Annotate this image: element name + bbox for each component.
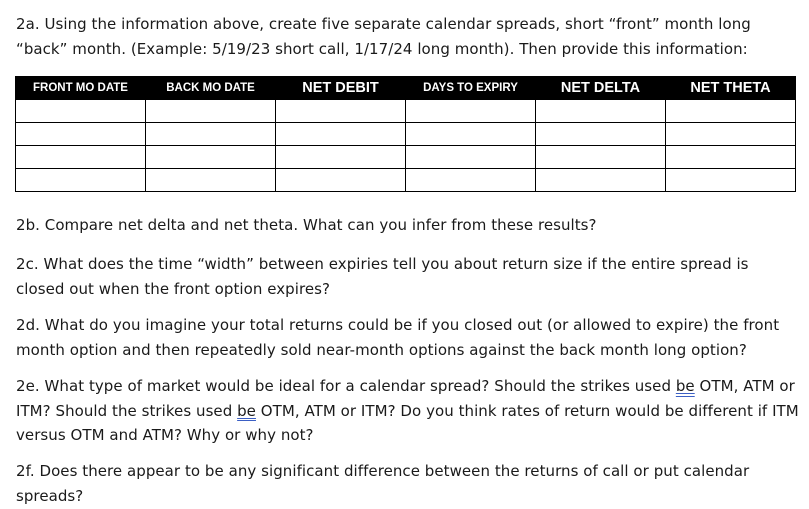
table-cell[interactable] (146, 123, 276, 146)
question-2e-part1: 2e. What type of market would be ideal for a calendar spread? Should the strikes used (16, 377, 676, 395)
question-2e-part3: OTM, ATM or ITM? Do you think rates of return would be different if ITM versus OTM and ATM? Why or why not? (16, 401, 799, 444)
table-cell[interactable] (536, 100, 666, 123)
table-cell[interactable] (276, 169, 406, 192)
header-net-delta: NET DELTA (536, 77, 666, 100)
table-cell[interactable] (146, 169, 276, 192)
header-net-theta: NET THETA (666, 77, 796, 100)
table-cell[interactable] (536, 169, 666, 192)
question-2c: 2c. What does the time “width” between expiries tell you about return size if the entire spread is closed out when the front option expires? (16, 255, 749, 298)
table-row (16, 123, 796, 146)
table-cell[interactable] (276, 100, 406, 123)
calendar-spread-table (15, 76, 796, 192)
grammar-flagged-word[interactable]: be (237, 401, 256, 420)
question-2a: 2a. Using the information above, create five separate calendar spreads, short “front” month long “back” month. (Example: 5/19/23 short call, 1/17/24 long month). Then provide this information: (16, 15, 751, 58)
table-cell[interactable] (666, 169, 796, 192)
table-cell[interactable] (666, 123, 796, 146)
table-cell[interactable] (276, 146, 406, 169)
table-cell[interactable] (276, 123, 406, 146)
question-2e (16, 374, 801, 448)
header-front-mo-date: FRONT MO DATE (16, 77, 146, 100)
question-2b: 2b. Compare net delta and net theta. What can you infer from these results? (16, 216, 597, 234)
table-cell[interactable] (666, 146, 796, 169)
header-back-mo-date: BACK MO DATE (146, 77, 276, 100)
table-cell[interactable] (536, 146, 666, 169)
table-cell[interactable] (406, 169, 536, 192)
table-cell[interactable] (146, 146, 276, 169)
table-row (16, 146, 796, 169)
question-2f: 2f. Does there appear to be any significant difference between the returns of call or put calendar spreads? (16, 462, 750, 505)
table-cell[interactable] (16, 146, 146, 169)
table-header-row (16, 77, 796, 100)
question-2d: 2d. What do you imagine your total returns could be if you closed out (or allowed to expire) the front month option and then repeatedly sold near-month options against the back month long option? (16, 316, 780, 359)
table-row (16, 169, 796, 192)
table-cell[interactable] (16, 100, 146, 123)
table-cell[interactable] (406, 146, 536, 169)
table-cell[interactable] (146, 100, 276, 123)
header-days-to-expiry: DAYS TO EXPIRY (406, 77, 536, 100)
table-cell[interactable] (16, 169, 146, 192)
header-net-debit: NET DEBIT (276, 77, 406, 100)
table-row (16, 100, 796, 123)
table-cell[interactable] (536, 123, 666, 146)
table-cell[interactable] (406, 100, 536, 123)
table-cell[interactable] (666, 100, 796, 123)
table-cell[interactable] (16, 123, 146, 146)
question-2e-part2: OTM, ATM or ITM? Should the strikes used (16, 377, 795, 420)
table-cell[interactable] (406, 123, 536, 146)
grammar-flagged-word[interactable]: be (675, 377, 695, 395)
